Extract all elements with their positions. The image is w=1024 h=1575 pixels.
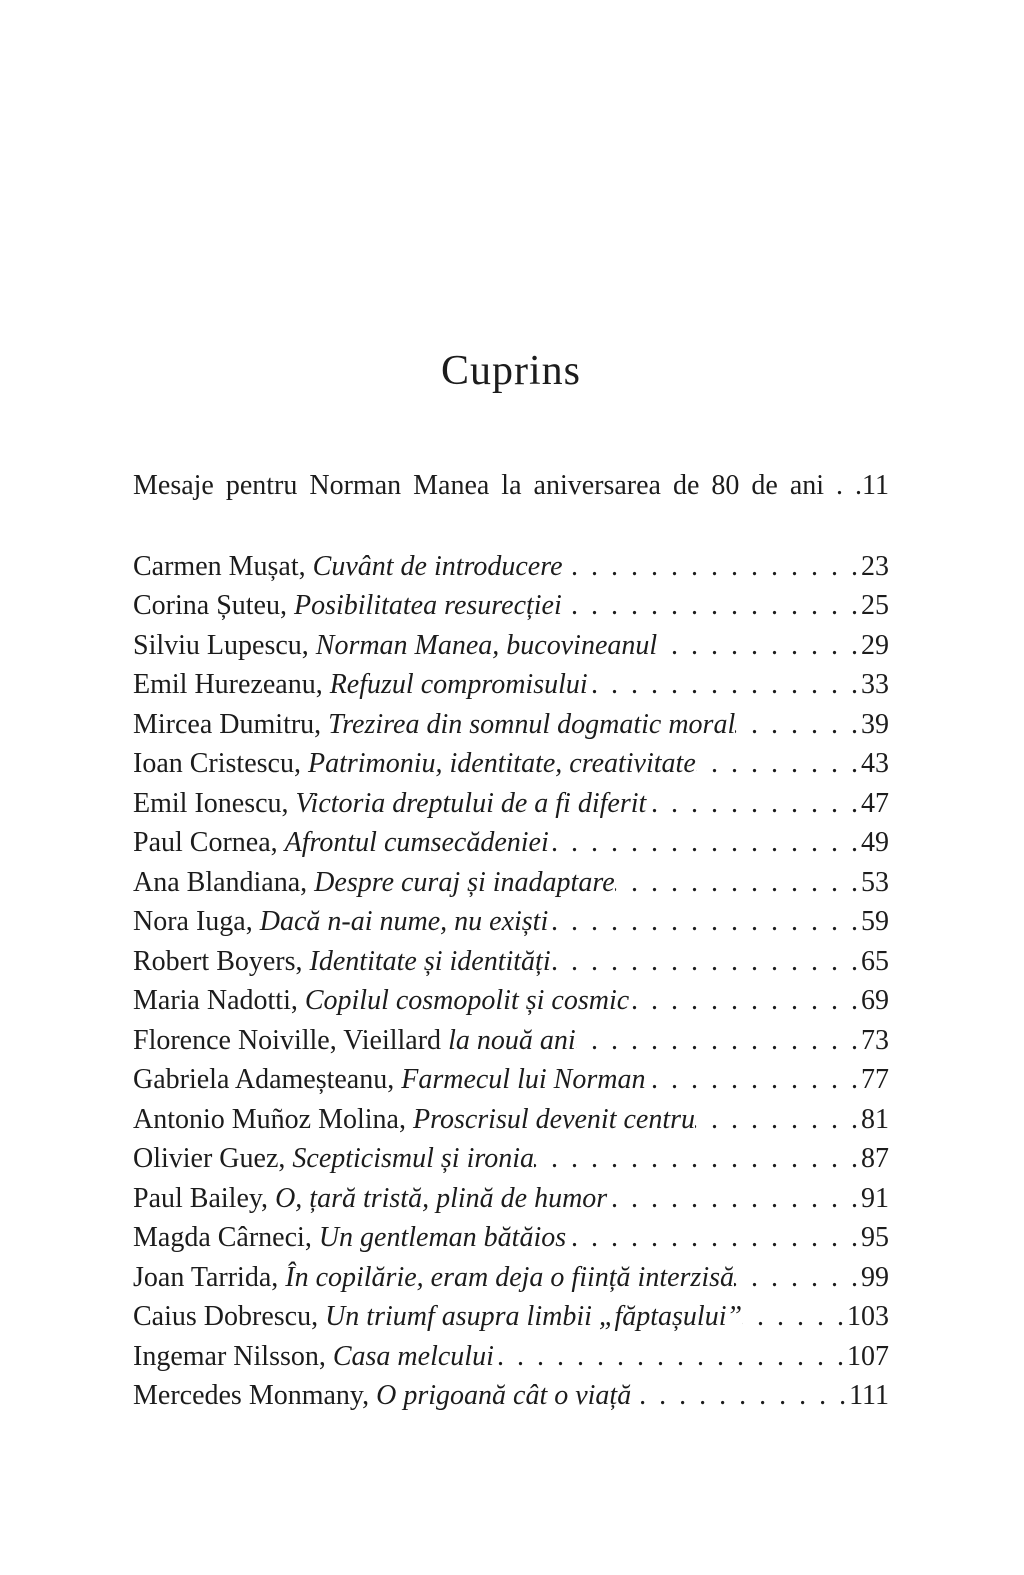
toc-entry-text	[133, 744, 696, 784]
contents-title: Cuprins	[440, 348, 581, 394]
toc-leader-dots	[645, 1060, 861, 1100]
toc-entry-text	[133, 823, 549, 863]
toc-entry	[133, 626, 889, 666]
toc-entry-page: 33	[861, 669, 889, 700]
toc-entry-author: Nora Iuga,	[133, 906, 260, 937]
toc-entry-author: Emil Hurezeanu,	[133, 669, 330, 700]
toc-entry-text	[133, 1060, 645, 1100]
toc-entry	[133, 1139, 889, 1179]
toc-entry-text	[133, 626, 657, 666]
toc-entry-author: Mircea Dumitru,	[133, 708, 329, 740]
toc-entry-author: Corina Șuteu,	[133, 590, 294, 621]
toc-leader-dots	[576, 1021, 861, 1061]
toc-entry	[133, 586, 889, 626]
toc-entry-page: 73	[861, 1024, 889, 1056]
toc-entry-text	[133, 705, 735, 745]
toc-entry-page: 111	[849, 1380, 889, 1411]
toc-entry	[133, 863, 889, 903]
toc-entry-title: O, țară tristă, plină de humor	[275, 1182, 608, 1214]
toc-leader-dots	[657, 626, 861, 666]
toc-entry-text	[133, 784, 646, 824]
toc-entry	[133, 942, 889, 982]
toc-entry-text	[133, 1258, 734, 1298]
toc-entry-title: Un triumf asupra limbii „făptașului”	[325, 1301, 743, 1332]
toc-entry-page: 65	[861, 945, 889, 977]
toc-entry-page: 23	[861, 550, 889, 582]
toc-lead-page: 11	[862, 470, 889, 501]
toc-entry-text	[133, 863, 615, 903]
toc-leader-dots	[696, 744, 861, 784]
toc-entry-text	[133, 902, 548, 942]
toc-entry	[133, 1179, 889, 1219]
toc-entry-page: 59	[861, 906, 889, 937]
toc-entry-page: 39	[861, 708, 889, 740]
toc-entry	[133, 1376, 889, 1416]
toc-entry-page: 49	[861, 827, 889, 858]
toc-entry-author: Paul Bailey,	[133, 1182, 276, 1214]
toc-leader-dots	[588, 665, 861, 705]
toc-entry-text	[133, 981, 629, 1021]
toc-leader-dots	[551, 942, 861, 982]
toc-entry-author: Maria Nadotti,	[133, 985, 305, 1016]
toc-entry-page: 91	[861, 1182, 889, 1214]
toc-entry	[133, 1297, 889, 1337]
toc-entry-title: la nouă ani	[448, 1024, 576, 1056]
toc-entry-title: Trezirea din somnul dogmatic moral	[328, 708, 736, 740]
toc-entry-page: 81	[861, 1103, 889, 1135]
toc-entry-title: Farmecul lui Norman	[401, 1064, 646, 1095]
toc-entry-page: 53	[861, 866, 889, 898]
toc-entry-page: 69	[861, 985, 889, 1016]
toc-entry-title: O prigoană cât o viață	[376, 1380, 632, 1411]
toc-leader-dots	[631, 1376, 849, 1416]
toc-entry-title: Un gentleman bătăios	[318, 1222, 567, 1253]
toc-entry-text	[133, 1021, 576, 1061]
toc-entry	[133, 744, 889, 784]
toc-entry-page: 25	[861, 590, 889, 621]
toc-entry	[133, 1100, 889, 1140]
toc-entry-text	[133, 1218, 566, 1258]
toc-entry-title: Posibilitatea resurecției	[294, 590, 562, 621]
toc-entry	[133, 1218, 889, 1258]
toc-entry-page: 77	[861, 1064, 889, 1095]
toc-entry-page: 87	[861, 1143, 889, 1174]
toc-leader-dots	[629, 981, 861, 1021]
toc-leader-dots	[607, 1179, 861, 1219]
toc-entry-title: Norman Manea, bucovineanul	[315, 629, 658, 661]
toc-entry-title: Identitate și identități	[309, 945, 551, 977]
toc-entry-title: Dacă n-ai nume, nu exiști	[259, 906, 549, 937]
toc-entry	[133, 1021, 889, 1061]
toc-leader-dots	[742, 1297, 847, 1337]
toc-entry-title: Afrontul cumsecădeniei	[284, 827, 549, 858]
toc-entry	[133, 784, 889, 824]
toc-entry-page: 29	[861, 629, 889, 661]
toc-entry-author: Magda Cârneci,	[133, 1222, 319, 1253]
toc-entry-author: Antonio Muñoz Molina,	[133, 1103, 413, 1135]
toc-leader-dots	[534, 1139, 861, 1179]
toc-entry-text	[133, 1100, 695, 1140]
toc-entry-page: 95	[861, 1222, 889, 1253]
toc-leader-dots	[548, 902, 861, 942]
toc-entry-text	[133, 547, 563, 587]
toc-leader-dots	[563, 547, 861, 587]
toc-entry	[133, 1337, 889, 1377]
toc-entry-title: Cuvânt de introducere	[312, 550, 563, 582]
toc-entry-author: Ioan Cristescu,	[133, 748, 308, 779]
toc-lead-dots: . .	[836, 470, 863, 501]
toc-entry-text	[133, 1139, 534, 1179]
toc-entry-author: Ana Blandiana,	[133, 866, 315, 898]
toc-entry	[133, 1060, 889, 1100]
toc-lead-entry	[133, 466, 889, 506]
toc-entry-author: Ingemar Nilsson,	[133, 1340, 333, 1372]
toc-leader-dots	[734, 1258, 861, 1298]
toc-entry-title: Proscrisul devenit centru	[413, 1103, 696, 1135]
toc-entry-author: Carmen Mușat,	[133, 550, 313, 582]
toc-entry-author: Gabriela Adameșteanu,	[133, 1064, 402, 1095]
toc-entry-roman-prefix: Vieillard	[343, 1024, 449, 1056]
toc-entry-title: În copilărie, eram deja o ființă interzisă	[285, 1261, 734, 1293]
toc-leader-dots	[615, 863, 861, 903]
toc-entry-title: Casa melcului	[332, 1340, 494, 1372]
toc-entry-page: 43	[861, 748, 889, 779]
toc-leader-dots	[494, 1337, 847, 1377]
toc-entry	[133, 902, 889, 942]
toc-entry-text	[133, 665, 588, 705]
toc-entry-text	[133, 1337, 494, 1377]
toc-leader-dots	[695, 1100, 861, 1140]
toc-entry-title: Victoria dreptului de a fi diferit	[295, 787, 647, 819]
toc-entry-author: Joan Tarrida,	[133, 1261, 286, 1293]
toc-entry	[133, 1258, 889, 1298]
toc-lead-text: Mesaje pentru Norman Manea la aniversarea de 80 de ani	[133, 470, 825, 501]
toc-entry-title: Refuzul compromisului	[329, 669, 588, 700]
toc-entry-title: Scepticismul și ironia	[292, 1143, 534, 1174]
toc-leader-dots	[566, 1218, 861, 1258]
toc-entry-title: Copilul cosmopolit și cosmic	[304, 985, 630, 1016]
toc-entry-author: Emil Ionescu,	[133, 787, 296, 819]
toc-entry-author: Caius Dobrescu,	[133, 1301, 326, 1332]
toc-entry	[133, 665, 889, 705]
toc-entry-author: Florence Noiville,	[133, 1024, 344, 1056]
toc-list	[133, 547, 889, 1416]
toc-entry-text	[133, 1179, 607, 1219]
toc-entry-text	[133, 586, 562, 626]
toc-entry-title: Despre curaj și inadaptare	[314, 866, 615, 898]
toc-entry-page: 99	[861, 1261, 889, 1293]
toc-leader-dots	[549, 823, 861, 863]
toc-entry-text	[133, 1376, 631, 1416]
toc-entry-title: Patrimoniu, identitate, creativitate	[307, 748, 696, 779]
toc-entry-author: Robert Boyers,	[133, 945, 310, 977]
toc-leader-dots	[646, 784, 861, 824]
toc-entry-text	[133, 942, 551, 982]
toc-entry-author: Mercedes Monmany,	[133, 1380, 377, 1411]
toc-entry	[133, 705, 889, 745]
toc-leader-dots	[562, 586, 861, 626]
toc-entry-text	[133, 1297, 742, 1337]
toc-entry-page: 103	[847, 1301, 889, 1332]
toc-entry-author: Silviu Lupescu,	[133, 629, 316, 661]
toc-leader-dots	[735, 705, 861, 745]
toc-entry-author: Paul Cornea,	[133, 827, 285, 858]
toc-entry-page: 47	[861, 787, 889, 819]
toc-entry-page: 107	[847, 1340, 889, 1372]
toc-entry	[133, 981, 889, 1021]
toc-entry-author: Olivier Guez,	[133, 1143, 293, 1174]
toc-entry	[133, 823, 889, 863]
toc-entry	[133, 547, 889, 587]
